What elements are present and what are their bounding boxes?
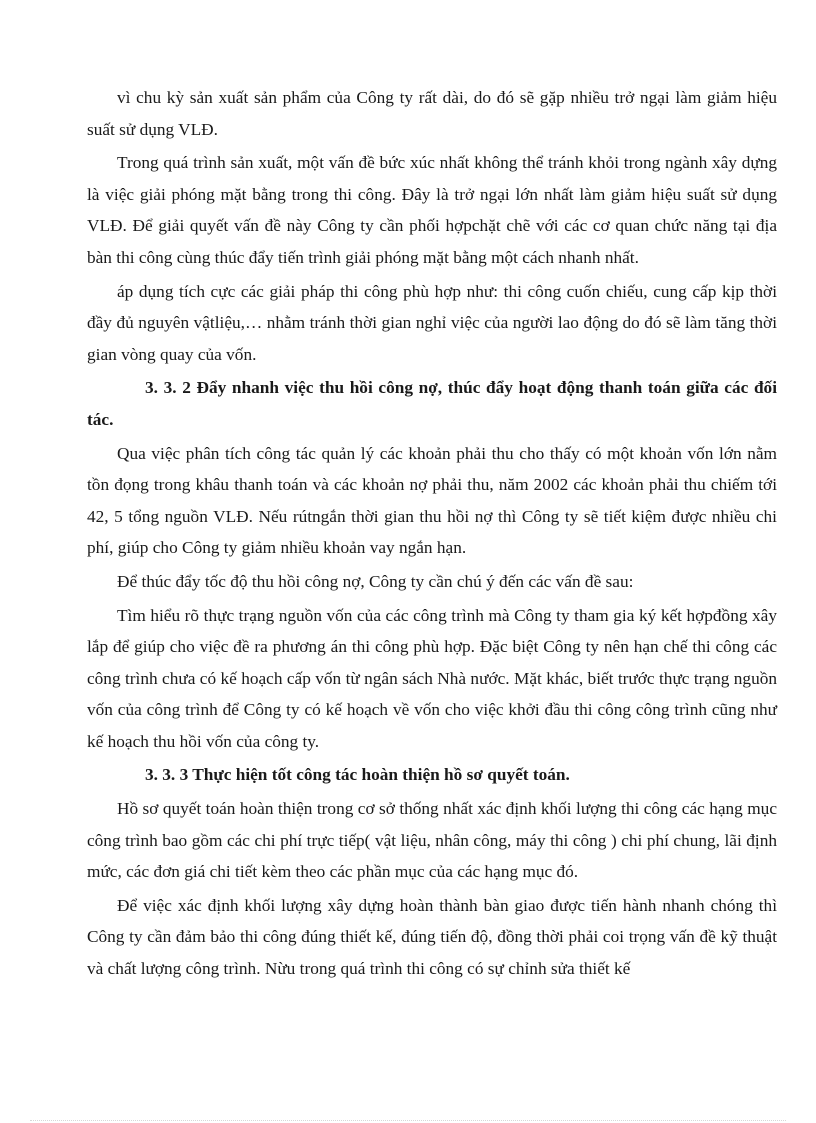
page-bottom-divider bbox=[30, 1120, 786, 1121]
paragraph-4: Qua việc phân tích công tác quản lý các khoản phải thu cho thấy có một khoản vốn lớn nằm tồn đọng trong khâu thanh toán và các khoản nợ phải thu, năm 2002 các khoản phải thu chiếm tới 42, 5 tổng nguồn VLĐ. Nếu rútngắn thời gian thu hồi nợ thì Công ty sẽ tiết kiệm được nhiều chi phí, giúp cho Công ty giảm nhiều khoản vay ngắn hạn. bbox=[87, 443, 777, 558]
paragraph-1: vì chu kỳ sản xuất sản phẩm của Công ty rất dài, do đó sẽ gặp nhiều trở ngại làm giảm hiệu suất sử dụng VLĐ. bbox=[87, 88, 777, 139]
paragraph-2: Trong quá trình sản xuất, một vấn đề bức xúc nhất không thể tránh khỏi trong ngành xây dựng là việc giải phóng mặt bằng trong thi công. Đây là trở ngại lớn nhất làm giảm hiệu suất sử dụng VLĐ. Để giải quyết vấn đề này Công ty cần phối hợpchặt chẽ với các cơ quan chức năng tại địa bàn thi công cùng thúc đẩy tiến trình giải phóng mặt bằng một cách nhanh nhất. bbox=[87, 153, 777, 267]
section-heading-3-3-3: 3. 3. 3 Thực hiện tốt công tác hoàn thiện hồ sơ quyết toán. bbox=[145, 765, 570, 785]
document-page bbox=[87, 82, 777, 987]
paragraph-3: áp dụng tích cực các giải pháp thi công phù hợp như: thi công cuốn chiếu, cung cấp kịp thời đầy đủ nguyên vậtliệu,… nhằm tránh thời gian nghỉ việc của người lao động do đó sẽ làm tăng thời gian vòng quay của vốn. bbox=[87, 281, 777, 364]
section-heading-3-3-2: 3. 3. 2 Đẩy nhanh việc thu hồi công nợ, thúc đẩy hoạt động thanh toán giữa các đối tác. bbox=[87, 378, 777, 429]
paragraph-8: Để việc xác định khối lượng xây dựng hoàn thành bàn giao được tiến hành nhanh chóng thì Công ty cần đảm bảo thi công đúng thiết kế, đúng tiến độ, đồng thời phải coi trọng vấn đề kỹ thuật và chất lượng công trình. Nừu trong quá trình thi công có sự chỉnh sửa thiết kế bbox=[87, 895, 777, 979]
paragraph-7: Hồ sơ quyết toán hoàn thiện trong cơ sở thống nhất xác định khối lượng thi công các hạng mục công trình bao gồm các chi phí trực tiếp( vật liệu, nhân công, máy thi công ) chi phí chung, lãi định mức, các đơn giá chi tiết kèm theo các phần mục của các hạng mục đó. bbox=[87, 799, 777, 882]
paragraph-5: Để thúc đẩy tốc độ thu hồi công nợ, Công ty cần chú ý đến các vấn đề sau: bbox=[117, 571, 634, 591]
paragraph-6: Tìm hiểu rõ thực trạng nguồn vốn của các công trình mà Công ty tham gia ký kết hợpđồng xây lắp để giúp cho việc đề ra phương án thi công phù hợp. Đặc biệt Công ty nên hạn chế thi công các công trình chưa có kế hoạch cấp vốn từ ngân sách Nhà nước. Mặt khác, biết trước thực trạng nguồn vốn của công trình để Công ty có kế hoạch về vốn cho việc khởi đầu thi công công trình cũng như kế hoạch thu hồi vốn của công ty. bbox=[87, 605, 777, 751]
